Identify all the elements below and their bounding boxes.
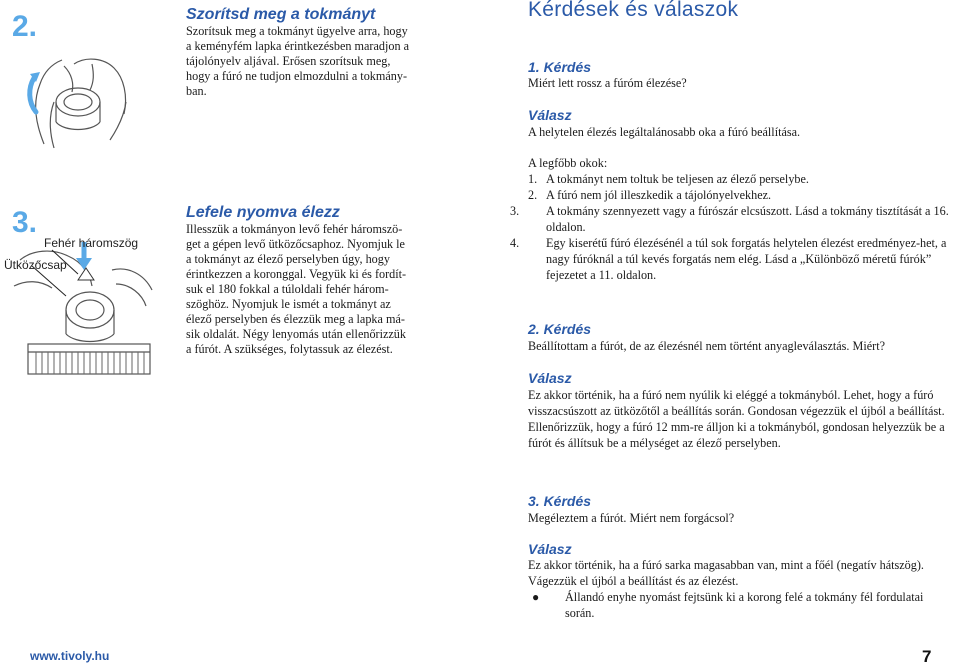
list-item: 3. A tokmány szennyezett vagy a fúrószár elcsúszott. Lásd a tokmány tisztítását a 16. oldalon. [510, 204, 949, 234]
q1-title: 1. Kérdés [528, 59, 592, 75]
q2-answer-title: Válasz [528, 370, 572, 386]
q2-question: Beállítottam a fúrót, de az élezésnél nem történt anyagleválasztás. Miért? [528, 339, 886, 353]
q3-title: 3. Kérdés [528, 493, 592, 509]
footer-url: www.tivoly.hu [30, 649, 110, 663]
q3-question: Megéleztem a fúrót. Miért nem forgácsol? [528, 511, 735, 525]
q3-bullet [528, 589, 953, 621]
step-3-body [186, 222, 431, 357]
stop-pin-label: Ütközőcsap [4, 258, 67, 272]
q3-answer: Ez akkor történik, ha a fúró sarka magasabban van, mint a főél (negatív hátszög). Vágezzük el újból a beállítást és az élezést. [528, 558, 924, 588]
faq-title: Kérdések és válaszok [528, 0, 739, 21]
bullet-text: Állandó enyhe nyomást fejtsünk ki a korong felé a tokmány fél fordulatai során. [565, 590, 924, 620]
causes-list [510, 171, 953, 283]
q1-causes [510, 155, 953, 283]
step-2-text: Szorítsuk meg a tokmányt ügyelve arra, hogy a keményfém lapka érintkezésben maradjon a tájolónyelv aljával. Erősen szorítsuk meg, hogy a fúró ne tudjon elmozdulni a tokmány- ban. [186, 24, 409, 98]
q2-answer: Ez akkor történik, ha a fúró nem nyúlik ki eléggé a tokmányból. Lehet, hogy a fúró visszacsúszott az ütközőtől a beállítás során. Gondosan végezzük el újból a beállítást. Ellenőrizzük, hogy a fúró 12 mm-re álljon ki a tokmányból, gondosan helyezzük be a fúrót és állítsuk be a mélységet az élező perselyben. [528, 388, 945, 450]
step-2-number: 2. [12, 10, 38, 43]
q1-question: Miért lett rossz a fúróm élezése? [528, 76, 687, 90]
step-2-illustration [14, 44, 136, 152]
q3-answer-title: Válasz [528, 541, 572, 557]
white-triangle-label: Fehér háromszög [44, 236, 139, 250]
q2-title: 2. Kérdés [528, 321, 592, 337]
q1-answer-title: Válasz [528, 107, 572, 123]
bullet-icon: ● [532, 590, 540, 604]
step-2-title: Szorítsd meg a tokmányt [186, 6, 376, 23]
step-3-number: 3. [12, 206, 38, 239]
step-3-text: Illesszük a tokmányon levő fehér háromszö- get a gépen levő ütközőcsaphoz. Nyomjuk le a tokmányt az élező perselyben úgy, hogy érintkezzen a koronggal. Vegyük ki és fordít- suk el 180 fokkal a túloldali fehér három- szöghöz. Nyomjuk le ismét a tokmányt az élező perselyben és élezzük meg a lapka má- sik oldalát. Négy lenyomás után ellenőrizzük a fúrót. A szükséges, folytassuk az élezést. [186, 222, 407, 356]
q1-answer: A helytelen élezés legáltalánosabb oka a fúró beállítása. [528, 125, 801, 139]
list-item: 4. Egy kiserétű fúró élezésénél a túl sok forgatás helytelen élezést eredményez-het, a nagy fúróknál a túl kevés forgatás nem elég. Lásd a „Különböző méretű fúrók” fejezetet a 11. oldalon. [510, 236, 947, 282]
hands-tightening-chuck-image [14, 44, 136, 152]
step-3-title: Lefele nyomva élezz [186, 204, 340, 221]
causes-heading: A legfőbb okok: [528, 156, 608, 170]
list-item: 2. A fúró nem jól illeszkedik a tájolónyelvekhez. [528, 188, 772, 202]
bullet-item [528, 589, 953, 621]
page-number: 7 [922, 647, 932, 666]
step-2-body [186, 24, 431, 99]
list-item: 1. A tokmányt nem toltuk be teljesen az élező perselybe. [528, 172, 809, 186]
